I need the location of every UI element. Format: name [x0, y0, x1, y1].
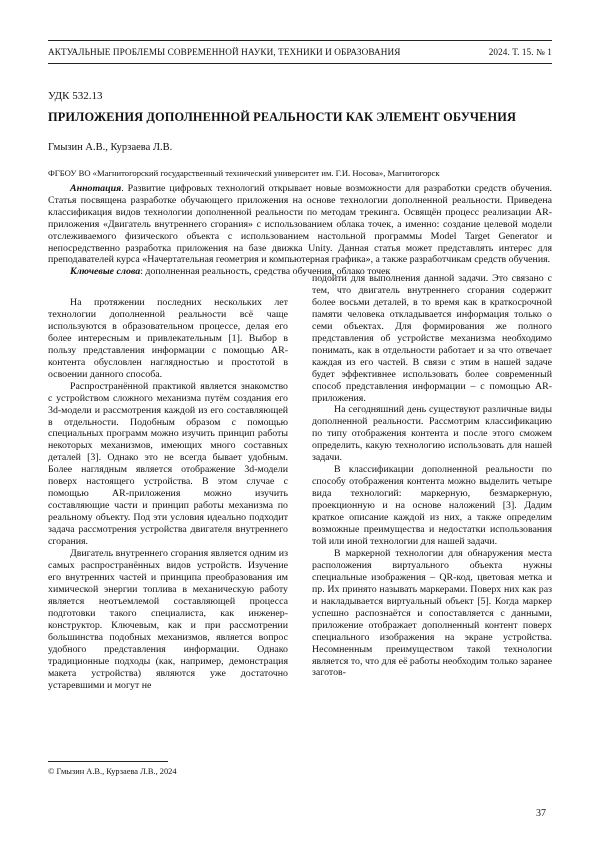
body-column-left	[48, 297, 288, 691]
annotation-label: Аннотация	[70, 183, 122, 194]
annotation-block	[48, 183, 552, 278]
issue-info: 2024. Т. 15. № 1	[488, 47, 552, 57]
body-paragraph: В классификации дополненной реальности по способу отображения контента можно выделить четыре вида технологий: маркерную, безмаркерную, проекционную и на основе наложений [3]. Дадим краткое описание каждой из них, а также определим возможные преимущества и недостатки использования той или иной технологии для нашей задачи.	[312, 464, 552, 547]
annotation-text: . Развитие цифровых технологий открывает новые возможности для разработки средств обучения. Статья посвящена разработке обучающего приложения на основе технологии дополненной реальности. Приведена классификация видов технологии дополненной реальности по методам трекинга. Освящён процесс реализации AR-приложения «Двигатель внутреннего сгорания» с использованием облака точек, а именно: создание целевой модели отслеживаемого физического объекта с использованием настольной программы Model Target Generator и непосредственно разработка приложения на базе движка Unity. Данная статья может представлять интерес для преподавателей курса «Начертательная геометрия и компьютерная графика», а также разработчикам средств обучения.	[48, 183, 552, 266]
body-column-right	[312, 273, 552, 679]
running-header	[48, 40, 552, 64]
body-paragraph: Двигатель внутреннего сгорания является одним из самых распространённых видов устройств. Изучение его внутренних частей и принципа преобразования им химической энергии топлива в механическую работу является неотъемлемой составляющей процесса подготовки такого специалиста, как инженер-конструктор. Ключевым, как и при рассмотрении большинства подобных механизмов, является вопрос удобного представления информации. Однако традиционные подходы (как, например, демонстрация макета устройства) являются уже достаточно устаревшими и могут не	[48, 548, 288, 691]
page-number: 37	[536, 808, 546, 819]
affiliation: ФГБОУ ВО «Магнитогорский государственный технический университет им. Г.И. Носова», Магнитогорск	[48, 168, 440, 178]
footnote-divider	[48, 761, 168, 762]
article-title: ПРИЛОЖЕНИЯ ДОПОЛНЕННОЙ РЕАЛЬНОСТИ КАК ЭЛЕМЕНТ ОБУЧЕНИЯ	[48, 110, 516, 124]
body-paragraph: На сегодняшний день существуют различные виды дополненной реальности. Рассмотрим классификацию по типу отображения контента и после этого сможем определить, какую технологию использовать для нашей задачи.	[312, 404, 552, 464]
udk-code: УДК 532.13	[48, 90, 103, 102]
authors: Гмызин А.В., Курзаева Л.В.	[48, 142, 173, 153]
body-paragraph: подойти для выполнения данной задачи. Это связано с тем, что двигатель внутреннего сгорания содержит более восьми деталей, в то время как в краткосрочной памяти человека откладывается информация только о семи объектах. Для формирования же полного представления об устройстве механизма необходимо понимать, как в отдельности работает и за что отвечает каждая из его частей. В связи с этим в нашей задаче будет эффективнее использовать более современный способ представления информации – с помощью AR-приложения.	[312, 273, 552, 404]
body-paragraph: Распространённой практикой является знакомство с устройством сложного механизма путём создания его 3d-модели и рассмотрения каждой из его составляющей в отдельности. Подобным образом с помощью специальных программ можно изучить принцип работы некоторых механизмов, имеющих много составных деталей [3]. Однако это не всегда бывает удобным. Более наглядным является отображение 3d-модели поверх настоящего устройства. В этом случае с помощью AR-приложения можно изучить составляющие части и принцип работы механизма по реальному объекту. Под эти условия идеально подходит задача рассмотрения устройства двигателя внутреннего сгорания.	[48, 380, 288, 548]
body-paragraph: На протяжении последних нескольких лет технологии дополненной реальности всё чаще используются в образовательном процессе, делая его более интересным и привлекательным [1]. Выбор в пользу представления информации с помощью AR-контента обусловлен наглядностью и простотой в освоении данного способа.	[48, 297, 288, 380]
keywords-label: Ключевые слова	[70, 266, 141, 278]
annotation-paragraph	[48, 183, 552, 266]
body-paragraph: В маркерной технологии для обнаружения места расположения виртуального объекта нужны специальные изображения – QR-код, цветовая метка и пр. Их принято называть маркерами. Поверх них как раз и накладывается виртуальный объект [5]. Когда маркер успешно распознаётся и сопоставляется с данными, приложение отображает дополненный контент поверх специального изображения на экране устройства. Несомненным преимуществом такой технологии является то, что для её работы необходим только заранее заготов-	[312, 547, 552, 679]
keywords-text: : дополненная реальность, средства обучения, облако точек	[140, 266, 391, 278]
journal-title: АКТУАЛЬНЫЕ ПРОБЛЕМЫ СОВРЕМЕННОЙ НАУКИ, ТЕХНИКИ И ОБРАЗОВАНИЯ	[48, 47, 401, 57]
copyright-note: © Гмызин А.В., Курзаева Л.В., 2024	[48, 767, 177, 776]
